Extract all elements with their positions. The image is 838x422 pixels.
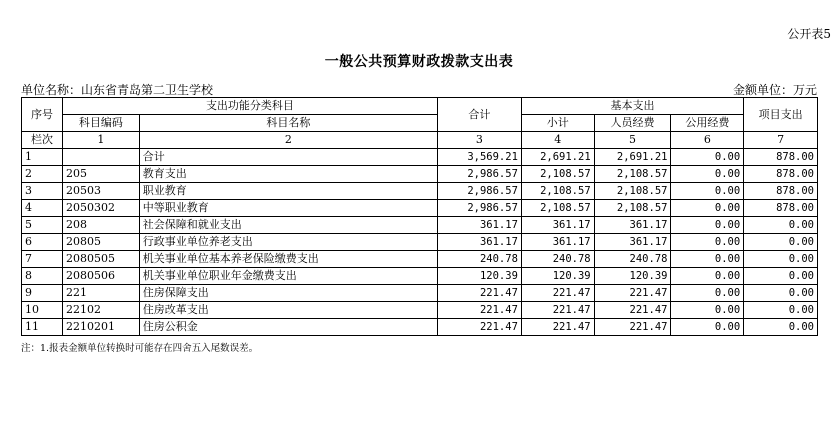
name-cell: 机关事业单位职业年金缴费支出 xyxy=(139,268,437,285)
name-cell: 住房改革支出 xyxy=(139,302,437,319)
code-cell: 2050302 xyxy=(62,200,139,217)
total-cell: 221.47 xyxy=(437,319,521,336)
project-cell: 878.00 xyxy=(744,149,818,166)
seq-cell: 1 xyxy=(22,149,63,166)
project-cell: 878.00 xyxy=(744,166,818,183)
col-number-cell: 栏次 xyxy=(22,132,63,149)
header-func-class: 支出功能分类科目 xyxy=(62,98,437,115)
name-cell: 职业教育 xyxy=(139,183,437,200)
header-subtotal: 小计 xyxy=(521,115,594,132)
col-number-cell: 4 xyxy=(521,132,594,149)
subtotal-cell: 120.39 xyxy=(521,268,594,285)
personnel-cell: 2,108.57 xyxy=(594,200,671,217)
col-number-cell: 2 xyxy=(139,132,437,149)
footnote: 注：1.报表金额单位转换时可能存在四舍五入尾数误差。 xyxy=(21,343,259,354)
personnel-cell: 361.17 xyxy=(594,217,671,234)
code-cell: 2080506 xyxy=(62,268,139,285)
public-cell: 0.00 xyxy=(671,268,744,285)
col-number-cell: 3 xyxy=(437,132,521,149)
code-cell: 221 xyxy=(62,285,139,302)
total-cell: 3,569.21 xyxy=(437,149,521,166)
name-cell: 住房保障支出 xyxy=(139,285,437,302)
code-cell: 22102 xyxy=(62,302,139,319)
subtotal-cell: 2,108.57 xyxy=(521,200,594,217)
table-row xyxy=(22,234,818,251)
table-row xyxy=(22,285,818,302)
col-number-cell: 1 xyxy=(62,132,139,149)
header-code: 科目编码 xyxy=(62,115,139,132)
total-cell: 221.47 xyxy=(437,302,521,319)
header-project: 项目支出 xyxy=(744,98,818,132)
column-number-row xyxy=(22,132,818,149)
total-cell: 221.47 xyxy=(437,285,521,302)
personnel-cell: 221.47 xyxy=(594,319,671,336)
col-number-cell: 5 xyxy=(594,132,671,149)
code-cell: 205 xyxy=(62,166,139,183)
name-cell: 行政事业单位养老支出 xyxy=(139,234,437,251)
table-row xyxy=(22,166,818,183)
public-cell: 0.00 xyxy=(671,251,744,268)
col-number-cell: 7 xyxy=(744,132,818,149)
project-cell: 878.00 xyxy=(744,200,818,217)
table-row xyxy=(22,302,818,319)
project-cell: 0.00 xyxy=(744,268,818,285)
amount-unit: 金额单位：万元 xyxy=(732,83,817,97)
name-cell: 合计 xyxy=(139,149,437,166)
subtotal-cell: 221.47 xyxy=(521,319,594,336)
table-row xyxy=(22,200,818,217)
subtotal-cell: 361.17 xyxy=(521,234,594,251)
seq-cell: 10 xyxy=(22,302,63,319)
subtotal-cell: 221.47 xyxy=(521,302,594,319)
seq-cell: 5 xyxy=(22,217,63,234)
table-row xyxy=(22,183,818,200)
header-seq: 序号 xyxy=(22,98,63,132)
table-row xyxy=(22,268,818,285)
seq-cell: 7 xyxy=(22,251,63,268)
total-cell: 120.39 xyxy=(437,268,521,285)
name-cell: 机关事业单位基本养老保险缴费支出 xyxy=(139,251,437,268)
project-cell: 0.00 xyxy=(744,302,818,319)
personnel-cell: 2,108.57 xyxy=(594,166,671,183)
seq-cell: 8 xyxy=(22,268,63,285)
unit-info-row xyxy=(21,81,817,97)
public-cell: 0.00 xyxy=(671,319,744,336)
total-cell: 2,986.57 xyxy=(437,183,521,200)
seq-cell: 4 xyxy=(22,200,63,217)
total-cell: 240.78 xyxy=(437,251,521,268)
project-cell: 878.00 xyxy=(744,183,818,200)
project-cell: 0.00 xyxy=(744,285,818,302)
project-cell: 0.00 xyxy=(744,217,818,234)
name-cell: 住房公积金 xyxy=(139,319,437,336)
project-cell: 0.00 xyxy=(744,319,818,336)
public-cell: 0.00 xyxy=(671,200,744,217)
total-cell: 2,986.57 xyxy=(437,166,521,183)
document-title: 一般公共预算财政拨款支出表 xyxy=(324,54,514,70)
budget-expenditure-table xyxy=(21,97,818,336)
header-row-1 xyxy=(22,98,818,115)
total-cell: 361.17 xyxy=(437,234,521,251)
table-row xyxy=(22,319,818,336)
col-number-cell: 6 xyxy=(671,132,744,149)
personnel-cell: 120.39 xyxy=(594,268,671,285)
project-cell: 0.00 xyxy=(744,251,818,268)
subtotal-cell: 240.78 xyxy=(521,251,594,268)
unit-name: 单位名称：山东省青岛第二卫生学校 xyxy=(21,83,214,97)
subtotal-cell: 2,691.21 xyxy=(521,149,594,166)
header-public: 公用经费 xyxy=(671,115,744,132)
code-cell: 2080505 xyxy=(62,251,139,268)
header-basic: 基本支出 xyxy=(521,98,743,115)
name-cell: 教育支出 xyxy=(139,166,437,183)
seq-cell: 6 xyxy=(22,234,63,251)
table-row xyxy=(22,149,818,166)
subtotal-cell: 221.47 xyxy=(521,285,594,302)
code-cell: 2210201 xyxy=(62,319,139,336)
name-cell: 社会保障和就业支出 xyxy=(139,217,437,234)
table-row xyxy=(22,217,818,234)
code-cell: 20503 xyxy=(62,183,139,200)
subtotal-cell: 2,108.57 xyxy=(521,183,594,200)
code-cell: 20805 xyxy=(62,234,139,251)
header-personnel: 人员经费 xyxy=(594,115,671,132)
subtotal-cell: 361.17 xyxy=(521,217,594,234)
personnel-cell: 221.47 xyxy=(594,285,671,302)
personnel-cell: 2,691.21 xyxy=(594,149,671,166)
name-cell: 中等职业教育 xyxy=(139,200,437,217)
code-cell: 208 xyxy=(62,217,139,234)
seq-cell: 3 xyxy=(22,183,63,200)
project-cell: 0.00 xyxy=(744,234,818,251)
personnel-cell: 240.78 xyxy=(594,251,671,268)
header-total: 合计 xyxy=(437,98,521,132)
seq-cell: 2 xyxy=(22,166,63,183)
public-cell: 0.00 xyxy=(671,166,744,183)
header-name: 科目名称 xyxy=(139,115,437,132)
personnel-cell: 361.17 xyxy=(594,234,671,251)
personnel-cell: 221.47 xyxy=(594,302,671,319)
seq-cell: 9 xyxy=(22,285,63,302)
personnel-cell: 2,108.57 xyxy=(594,183,671,200)
total-cell: 2,986.57 xyxy=(437,200,521,217)
total-cell: 361.17 xyxy=(437,217,521,234)
seq-cell: 11 xyxy=(22,319,63,336)
table-body xyxy=(22,149,818,336)
public-cell: 0.00 xyxy=(671,302,744,319)
subtotal-cell: 2,108.57 xyxy=(521,166,594,183)
public-cell: 0.00 xyxy=(671,234,744,251)
code-cell xyxy=(62,149,139,166)
header-row-2 xyxy=(22,115,818,132)
public-cell: 0.00 xyxy=(671,149,744,166)
public-cell: 0.00 xyxy=(671,183,744,200)
table-number-label: 公开表5 xyxy=(787,27,831,41)
public-cell: 0.00 xyxy=(671,217,744,234)
table-row xyxy=(22,251,818,268)
public-cell: 0.00 xyxy=(671,285,744,302)
